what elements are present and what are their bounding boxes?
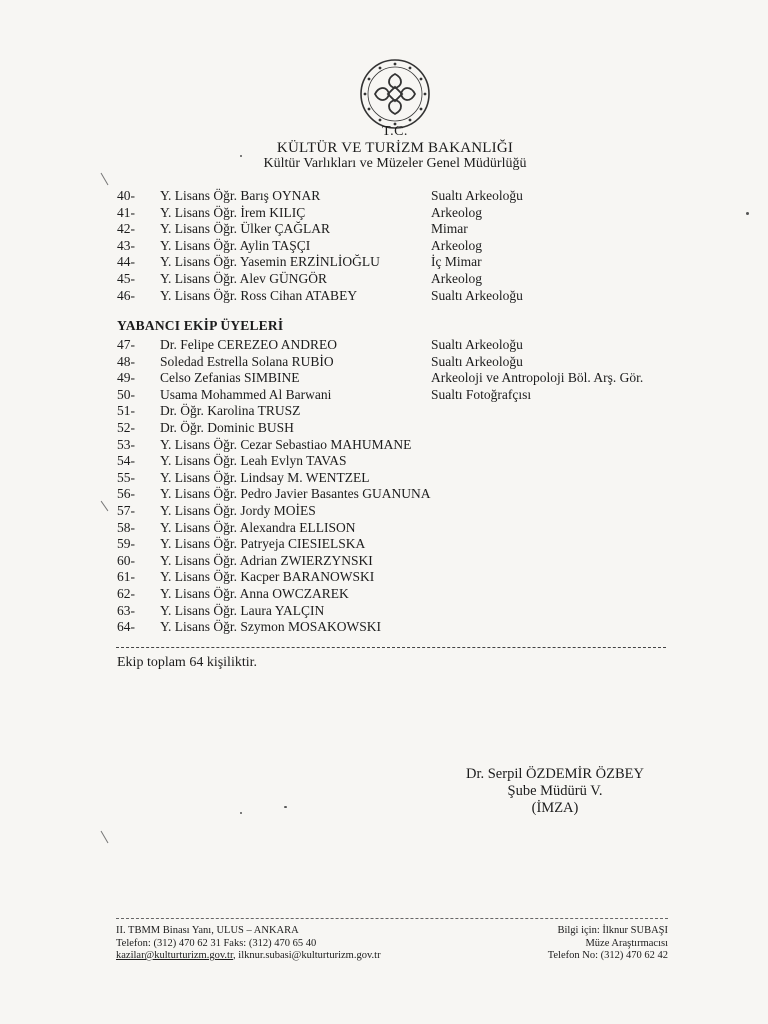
footer-phone-fax: Telefon: (312) 470 62 31 Faks: (312) 470 65 40 <box>116 937 317 949</box>
member-role: Mimar <box>431 221 468 237</box>
member-role: Sualtı Fotoğrafçısı <box>431 386 532 402</box>
member-number: 47- <box>117 337 135 352</box>
member-row <box>0 403 768 419</box>
footer-info-label: Bilgi için: İlknur SUBAŞI <box>557 925 668 936</box>
scan-speck <box>240 812 242 814</box>
signature-block <box>450 766 660 817</box>
member-number: 53- <box>117 436 135 452</box>
footer-info-phone: Telefon No: (312) 470 62 42 <box>547 950 668 961</box>
member-role: Arkeolog <box>431 204 482 220</box>
member-name: Y. Lisans Öğr. Jordy MOİES <box>160 503 316 518</box>
member-name: Dr. Öğr. Karolina TRUSZ <box>160 403 301 419</box>
header-ministry: KÜLTÜR VE TURİZM BAKANLIĞI <box>276 140 514 156</box>
member-name: Y. Lisans Öğr. Laura YALÇIN <box>160 602 325 618</box>
member-number: 63- <box>117 602 135 618</box>
member-name: Dr. Öğr. Dominic BUSH <box>160 420 294 435</box>
member-name: Y. Lisans Öğr. Adrian ZWIERZYNSKI <box>160 552 373 568</box>
footer-divider <box>116 918 668 919</box>
member-number: 49- <box>117 370 135 386</box>
member-number: 51- <box>117 403 135 419</box>
member-role: Arkeolog <box>431 271 482 286</box>
member-number: 46- <box>117 287 135 303</box>
member-number: 42- <box>117 221 135 237</box>
member-row <box>0 354 768 370</box>
member-number: 48- <box>117 353 135 369</box>
member-row <box>0 603 768 619</box>
member-row <box>0 437 768 453</box>
member-row <box>0 188 768 204</box>
foreign-section-title: YABANCI EKİP ÜYELERİ <box>117 318 284 333</box>
member-number: 58- <box>117 519 135 535</box>
member-row <box>0 453 768 469</box>
member-number: 41- <box>117 204 135 220</box>
member-row <box>0 221 768 237</box>
footer-address: II. TBMM Binası Yanı, ULUS – ANKARA <box>116 925 299 936</box>
member-role: Sualtı Arkeoloğu <box>431 337 523 352</box>
member-name: Usama Mohammed Al Barwani <box>160 386 332 402</box>
member-row <box>0 387 768 403</box>
member-row <box>0 205 768 221</box>
member-number: 44- <box>117 254 135 270</box>
member-number: 55- <box>117 469 135 485</box>
member-row <box>0 238 768 254</box>
footer-email-2: ilknur.subasi@kulturturizm.gov.tr <box>238 950 381 961</box>
ministry-seal-logo <box>359 58 431 130</box>
member-number: 56- <box>117 486 135 502</box>
member-row <box>0 337 768 353</box>
member-name: Y. Lisans Öğr. Ross Cihan ATABEY <box>160 287 358 303</box>
header-tc: T.C. <box>382 124 408 139</box>
member-name: Y. Lisans Öğr. Alexandra ELLISON <box>160 519 356 535</box>
member-row <box>0 569 768 585</box>
signature-mark: (İMZA) <box>531 800 579 816</box>
member-name: Y. Lisans Öğr. Pedro Javier Basantes GUANUNA <box>160 486 431 502</box>
member-row <box>0 420 768 436</box>
member-number: 50- <box>117 386 135 402</box>
member-name: Y. Lisans Öğr. Yasemin ERZİNLİOĞLU <box>160 254 380 270</box>
scan-speck <box>240 155 242 157</box>
member-name: Y. Lisans Öğr. Cezar Sebastiao MAHUMANE <box>160 436 412 452</box>
member-number: 40- <box>117 188 135 203</box>
member-row <box>0 536 768 552</box>
member-number: 64- <box>117 619 135 635</box>
footer-email-separator: , <box>233 950 239 961</box>
member-role: Sualtı Arkeoloğu <box>431 188 523 203</box>
member-number: 45- <box>117 271 135 286</box>
scan-speck <box>746 212 749 215</box>
member-name: Y. Lisans Öğr. Ülker ÇAĞLAR <box>160 221 330 237</box>
member-role: Arkeolog <box>431 237 482 253</box>
footer-emails <box>116 950 381 963</box>
member-row <box>0 288 768 304</box>
member-row <box>0 619 768 635</box>
member-name: Y. Lisans Öğr. Barış OYNAR <box>160 188 321 203</box>
footer-email-link[interactable]: kazilar@kulturturizm.gov.tr <box>116 950 234 961</box>
member-name: Y. Lisans Öğr. Lindsay M. WENTZEL <box>160 469 370 485</box>
member-row <box>0 486 768 502</box>
signer-name: Dr. Serpil ÖZDEMİR ÖZBEY <box>465 766 644 782</box>
member-row <box>0 370 768 386</box>
member-name: Y. Lisans Öğr. Kacper BARANOWSKI <box>160 569 375 585</box>
member-number: 59- <box>117 536 135 552</box>
member-name: Y. Lisans Öğr. Patryeja CIESIELSKA <box>160 536 366 552</box>
footer-contact <box>116 925 381 963</box>
member-number: 62- <box>117 586 135 601</box>
header-department: Kültür Varlıkları ve Müzeler Genel Müdürlüğü <box>263 156 527 171</box>
team-total: Ekip toplam 64 kişiliktir. <box>117 655 257 670</box>
member-role: Arkeoloji ve Antropoloji Böl. Arş. Gör. <box>431 370 644 386</box>
member-number: 52- <box>117 420 135 435</box>
member-number: 54- <box>117 453 135 469</box>
member-role: İç Mimar <box>431 254 482 270</box>
footer-info-title: Müze Araştırmacısı <box>585 937 668 949</box>
member-number: 60- <box>117 552 135 568</box>
member-name: Y. Lisans Öğr. Alev GÜNGÖR <box>160 271 328 286</box>
member-role: Sualtı Arkeoloğu <box>431 353 523 369</box>
member-row <box>0 553 768 569</box>
member-role: Sualtı Arkeoloğu <box>431 287 523 303</box>
member-row <box>0 470 768 486</box>
document-header <box>200 124 590 172</box>
member-name: Soledad Estrella Solana RUBİO <box>160 353 334 369</box>
footer-info <box>480 925 668 963</box>
member-name: Y. Lisans Öğr. Anna OWCZAREK <box>160 586 349 601</box>
member-name: Y. Lisans Öğr. İrem KILIÇ <box>160 204 306 220</box>
member-row <box>0 520 768 536</box>
member-name: Y. Lisans Öğr. Aylin TAŞÇI <box>160 237 311 253</box>
scan-speck <box>284 806 287 808</box>
member-name: Y. Lisans Öğr. Szymon MOSAKOWSKI <box>160 619 382 635</box>
member-number: 43- <box>117 237 135 253</box>
member-row <box>0 271 768 287</box>
member-row <box>0 254 768 270</box>
member-name: Y. Lisans Öğr. Leah Evlyn TAVAS <box>160 453 347 469</box>
scan-mark <box>101 173 109 186</box>
member-row <box>0 586 768 602</box>
signer-title: Şube Müdürü V. <box>507 783 603 799</box>
member-name: Dr. Felipe CEREZEO ANDREO <box>160 337 337 352</box>
member-name: Celso Zefanias SIMBINE <box>160 370 300 386</box>
member-number: 61- <box>117 569 135 585</box>
member-row <box>0 503 768 519</box>
divider <box>116 647 666 648</box>
member-number: 57- <box>117 503 135 518</box>
scan-mark <box>101 831 109 844</box>
